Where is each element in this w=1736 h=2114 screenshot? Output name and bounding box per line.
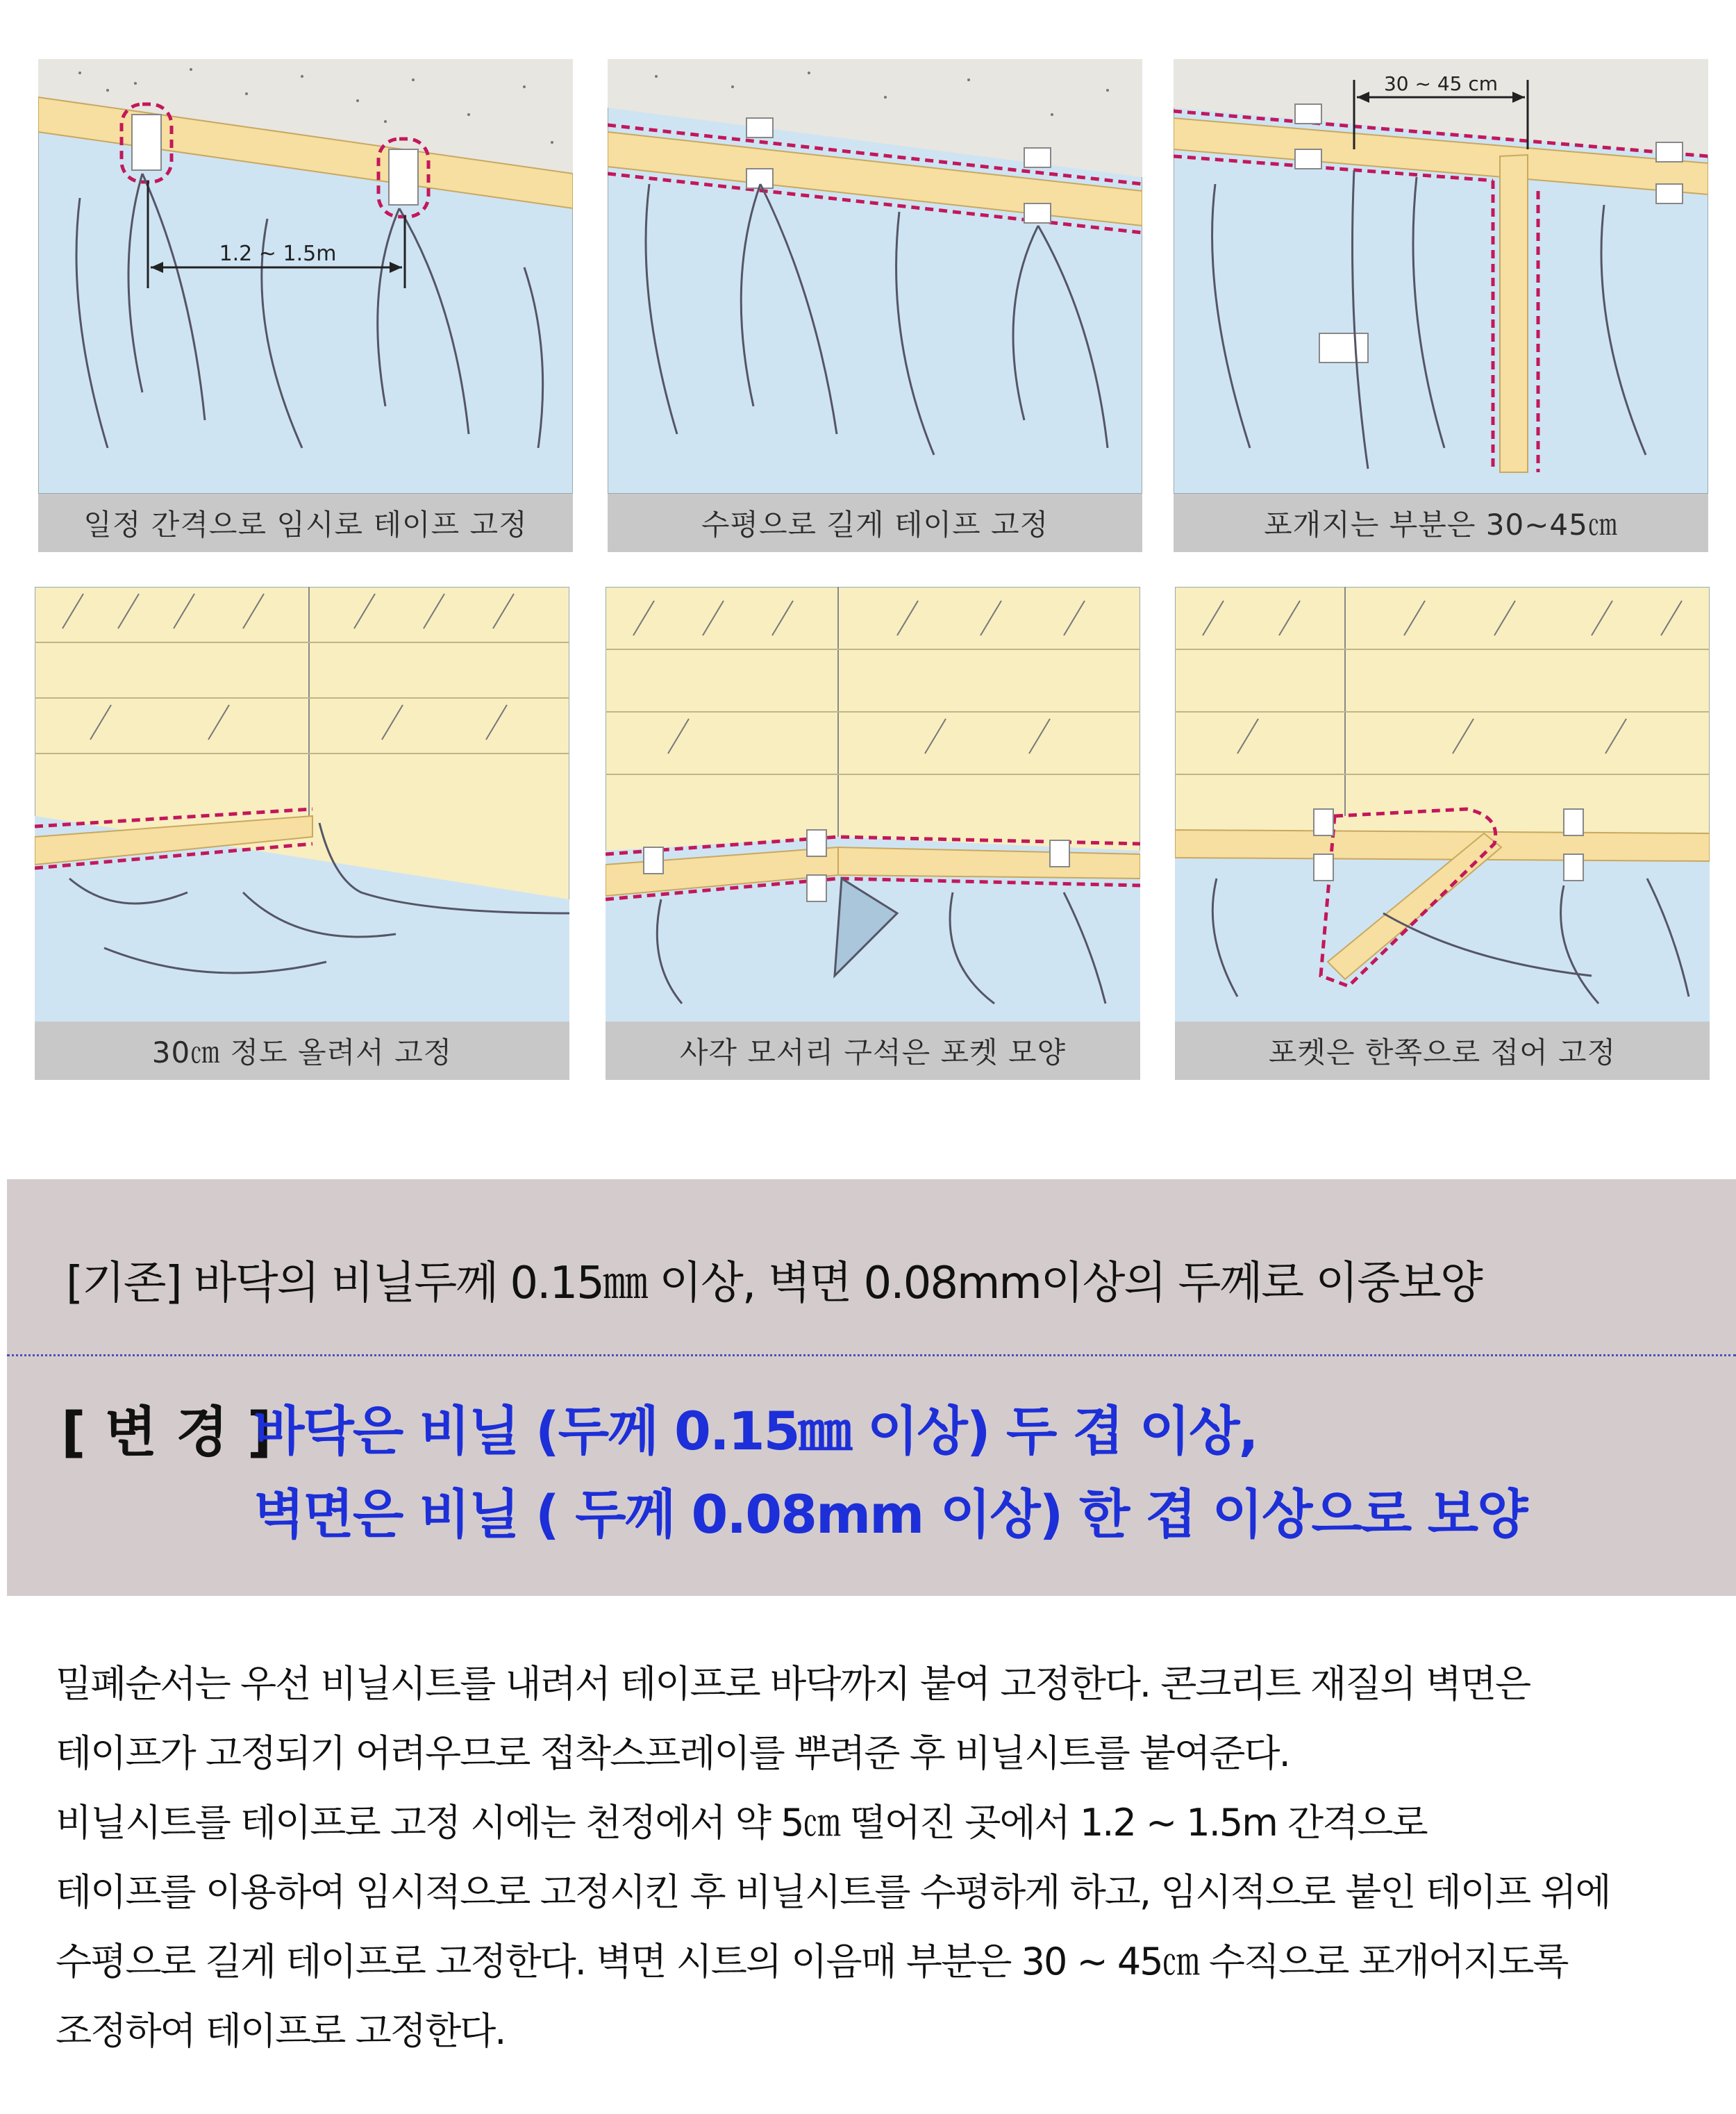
raise-illustration (35, 587, 569, 1022)
panel-horizontal-tape (608, 59, 1142, 552)
body-line: 밀폐순서는 우선 비닐시트를 내려서 테이프로 바닥까지 붙여 고정한다. 콘크리트 재질의 벽면은 (56, 1662, 1530, 1706)
panel-fold-pocket (1175, 587, 1710, 1080)
procedure-description (56, 1649, 1708, 2066)
previous-standard-text: [기존] 바닥의 비닐두께 0.15㎜ 이상, 벽면 0.08mm이상의 두께로 이중보양 (66, 1258, 1482, 1309)
panel-corner-pocket (606, 587, 1140, 1080)
spacing-label: 1.2 ~ 1.5m (219, 242, 337, 266)
body-line: 수평으로 길게 테이프로 고정한다. 벽면 시트의 이음매 부분은 30 ~ 45㎝ 수직으로 포개어지도록 (56, 1940, 1568, 1983)
change-wall-text: 벽면은 비닐 ( 두께 0.08mm 이상) 한 겹 이상으로 보양 (253, 1483, 1527, 1545)
fold-pocket-illustration (1175, 587, 1710, 1022)
panel-overlap (1174, 59, 1708, 552)
caption-temporary-tape: 일정 간격으로 임시로 테이프 고정 (38, 494, 573, 552)
panel-raise-30cm (35, 587, 569, 1080)
horizontal-tape-illustration (608, 59, 1142, 494)
caption-overlap: 포개지는 부분은 30~45㎝ (1174, 494, 1708, 552)
caption-horizontal-tape: 수평으로 길게 테이프 고정 (608, 494, 1142, 552)
change-floor-text: 바닥은 비닐 (두께 0.15㎜ 이상) 두 겹 이상, (253, 1400, 1258, 1462)
change-tag: [ 변 경 ] (61, 1401, 272, 1464)
corner-pocket-illustration (606, 587, 1140, 1022)
body-line: 테이프가 고정되기 어려우므로 접착스프레이를 뿌려준 후 비닐시트를 붙여준다. (56, 1731, 1290, 1775)
caption-corner-pocket: 사각 모서리 구석은 포켓 모양 (606, 1022, 1140, 1080)
body-line: 비닐시트를 테이프로 고정 시에는 천정에서 약 5㎝ 떨어진 곳에서 1.2 ~ 1.5m 간격으로 (56, 1801, 1427, 1845)
body-line: 테이프를 이용하여 임시적으로 고정시킨 후 비닐시트를 수평하게 하고, 임시적으로 붙인 테이프 위에 (56, 1870, 1610, 1914)
panel-temporary-tape (38, 59, 573, 552)
overlap-label: 30 ~ 45 cm (1383, 72, 1499, 95)
temporary-tape-illustration (38, 59, 573, 494)
overlap-illustration (1174, 59, 1708, 494)
note-divider (7, 1354, 1736, 1356)
caption-fold-pocket: 포켓은 한쪽으로 접어 고정 (1175, 1022, 1710, 1080)
body-line: 조정하여 테이프로 고정한다. (56, 2009, 506, 2053)
caption-raise-30cm: 30㎝ 정도 올려서 고정 (35, 1022, 569, 1080)
